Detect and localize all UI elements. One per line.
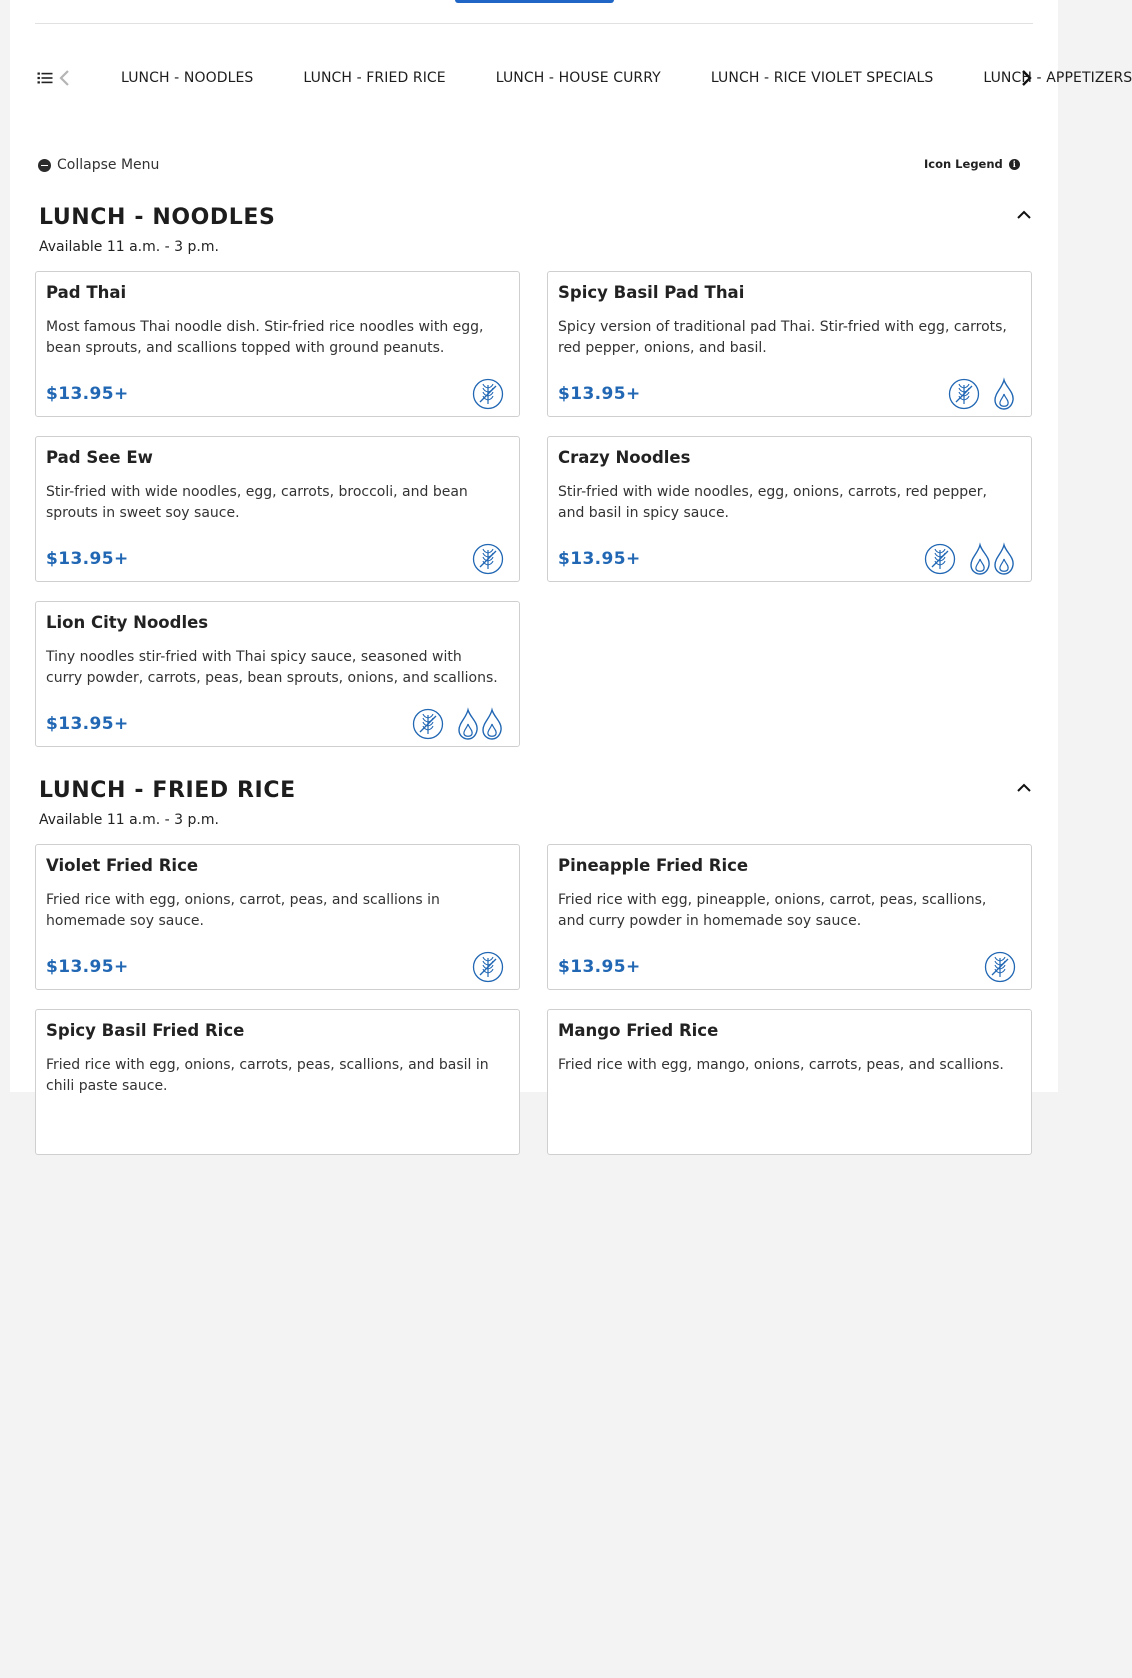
item-icons <box>412 708 504 740</box>
item-description: Fried rice with egg, pineapple, onions, carrot, peas, scallions, and curry powder in homemade soy sauce. <box>558 892 987 929</box>
section-availability: Available 11 a.m. - 3 p.m. <box>39 239 219 255</box>
item-name: Pad See Ew <box>46 448 153 467</box>
list-icon[interactable] <box>37 70 53 86</box>
gluten-free-icon <box>412 708 444 740</box>
item-name: Violet Fried Rice <box>46 856 199 875</box>
section-title: LUNCH - FRIED RICE <box>39 778 296 803</box>
item-description: Tiny noodles stir-fried with Thai spicy sauce, seasoned with curry powder, carrots, peas, bean sprouts, onions, and scallions. <box>46 649 498 686</box>
item-name: Mango Fried Rice <box>558 1021 719 1040</box>
menu-item-card[interactable] <box>547 1009 1032 1155</box>
item-name: Lion City Noodles <box>46 613 209 632</box>
category-tabs <box>80 58 1132 98</box>
item-price: $13.95+ <box>46 549 129 569</box>
spice-level <box>992 378 1016 410</box>
menu-item-card[interactable] <box>35 271 520 417</box>
item-name: Spicy Basil Fried Rice <box>46 1021 245 1040</box>
gluten-free-icon <box>472 951 504 983</box>
menu-page <box>10 0 1132 1094</box>
tab-lunch-fried-rice[interactable]: LUNCH - FRIED RICE <box>303 70 446 86</box>
tab-lunch-noodles[interactable]: LUNCH - NOODLES <box>121 70 254 86</box>
info-icon: i <box>1009 159 1020 170</box>
menu-item-card[interactable] <box>547 271 1032 417</box>
collapse-menu-button[interactable] <box>38 157 159 173</box>
item-description: Spicy version of traditional pad Thai. Stir-fried with egg, carrots, red pepper, onions, and basil. <box>558 319 1007 356</box>
item-description: Stir-fried with wide noodles, egg, carrots, broccoli, and bean sprouts in sweet soy sauce. <box>46 484 468 521</box>
divider <box>35 23 1033 24</box>
item-icons <box>984 951 1016 983</box>
order-button[interactable] <box>455 0 614 3</box>
item-price: $13.95+ <box>46 714 129 734</box>
section-availability: Available 11 a.m. - 3 p.m. <box>39 812 219 828</box>
chevron-up-icon[interactable] <box>1016 780 1032 796</box>
item-price: $13.95+ <box>46 957 129 977</box>
gluten-free-icon <box>472 378 504 410</box>
item-icons <box>924 543 1016 575</box>
chevron-left-icon[interactable] <box>56 67 74 89</box>
gluten-free-icon <box>948 378 980 410</box>
spice-level <box>968 543 1016 575</box>
chevron-right-icon[interactable] <box>1017 67 1035 89</box>
item-price: $13.95+ <box>558 384 641 404</box>
menu-section <box>35 778 1034 1678</box>
item-description: Fried rice with egg, onions, carrots, peas, scallions, and basil in chili paste sauce. <box>46 1057 489 1094</box>
item-price: $13.95+ <box>46 384 129 404</box>
menu-item-card[interactable] <box>35 1009 520 1155</box>
tab-lunch-appetizers[interactable]: LUNCH - APPETIZERS <box>983 70 1132 86</box>
menu-item-card[interactable] <box>547 436 1032 582</box>
icon-legend-button[interactable] <box>924 157 1020 171</box>
item-name: Pad Thai <box>46 283 127 302</box>
spice-level <box>456 708 504 740</box>
item-description: Stir-fried with wide noodles, egg, onions, carrots, red pepper, and basil in spicy sauce. <box>558 484 987 521</box>
item-description: Fried rice with egg, onions, carrot, peas, and scallions in homemade soy sauce. <box>46 892 440 929</box>
gluten-free-icon <box>984 951 1016 983</box>
spicy-flame-icon <box>480 708 504 740</box>
item-price: $13.95+ <box>558 549 641 569</box>
menu-item-card[interactable] <box>35 601 520 747</box>
menu-item-card[interactable] <box>547 844 1032 990</box>
menu-item-card[interactable] <box>35 436 520 582</box>
item-description: Most famous Thai noodle dish. Stir-fried rice noodles with egg, bean sprouts, and scallions topped with ground peanuts. <box>46 319 484 356</box>
gluten-free-icon <box>924 543 956 575</box>
item-icons <box>472 378 504 410</box>
item-name: Pineapple Fried Rice <box>558 856 749 875</box>
gluten-free-icon <box>472 543 504 575</box>
spicy-flame-icon <box>456 708 480 740</box>
item-name: Spicy Basil Pad Thai <box>558 283 745 302</box>
menu-item-card[interactable] <box>35 844 520 990</box>
spicy-flame-icon <box>992 543 1016 575</box>
category-nav <box>35 58 1132 98</box>
item-price: $13.95+ <box>558 957 641 977</box>
item-icons <box>948 378 1016 410</box>
item-description: Fried rice with egg, mango, onions, carrots, peas, and scallions. <box>558 1057 1004 1073</box>
spicy-flame-icon <box>968 543 992 575</box>
item-name: Crazy Noodles <box>558 448 691 467</box>
minus-circle-icon <box>38 159 51 172</box>
item-icons <box>472 543 504 575</box>
item-icons <box>472 951 504 983</box>
section-title: LUNCH - NOODLES <box>39 205 276 230</box>
tab-lunch-rice-violet-specials[interactable]: LUNCH - RICE VIOLET SPECIALS <box>710 70 934 86</box>
icon-legend-label: Icon Legend <box>924 157 1003 171</box>
collapse-menu-label: Collapse Menu <box>57 157 160 173</box>
chevron-up-icon[interactable] <box>1016 207 1032 223</box>
spicy-flame-icon <box>992 378 1016 410</box>
tab-lunch-house-curry[interactable]: LUNCH - HOUSE CURRY <box>495 70 661 86</box>
